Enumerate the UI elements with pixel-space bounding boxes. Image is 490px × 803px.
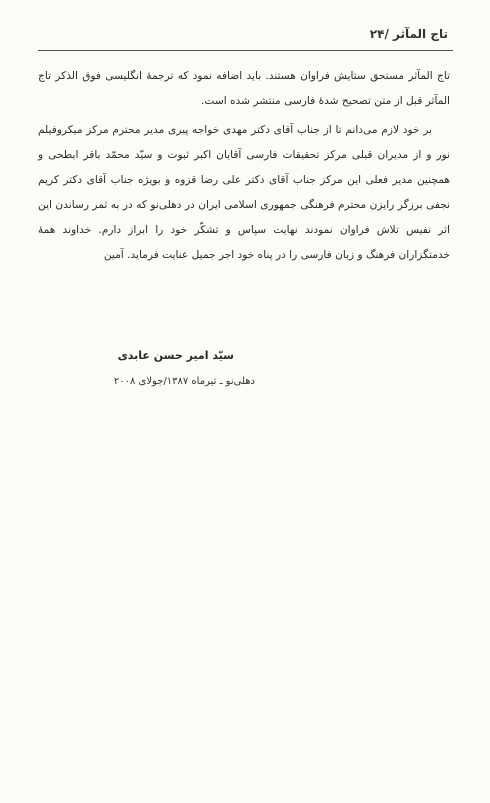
paragraph-continuation: تاج المآثر مستحق ستایش فراوان هستند. باید اضافه نمود که ترجمهٔ انگلیسی فوق الذکر تاج المآثر قبل از متن تصحیح شدهٔ فارسی منتشر شده است. [38,70,450,107]
paragraph-acknowledgements: بر خود لازم می‌دانم تا از جناب آقای دکتر مهدی خواجه پیری مدیر محترم مرکز میکروفیلم نور و از مدیران قبلی مرکز تحقیقات فارسی آقایان اکبر ثبوت و سیّد محمّد باقر ابطحی و همچنین مدیر فعلی این مرکز جناب آقای دکتر علی رضا قزوه و بویژه جناب آقای دکتر کریم نجفی برزگر رایزن محترم فرهنگی جمهوری اسلامی ایران در دهلی‌نو که در به ثمر رساندن این اثر نفیس تلاش فراوان نمودند نهایت سپاس و تشکّر خود را ابراز دارم. خداوند همهٔ خدمتگزاران فرهنگ و زبان فارسی را در پناه خود اجر جمیل عنایت فرماید. آمین [38,124,450,261]
running-header: تاج المآثر /۲۴ [369,27,448,41]
author-signature: سیّد امیر حسن عابدی [117,349,234,362]
place-and-date: دهلی‌نو ـ تیرماه ۱۳۸۷/جولای ۲۰۰۸ [113,376,255,387]
body-text [38,64,450,268]
header-divider [38,50,453,51]
